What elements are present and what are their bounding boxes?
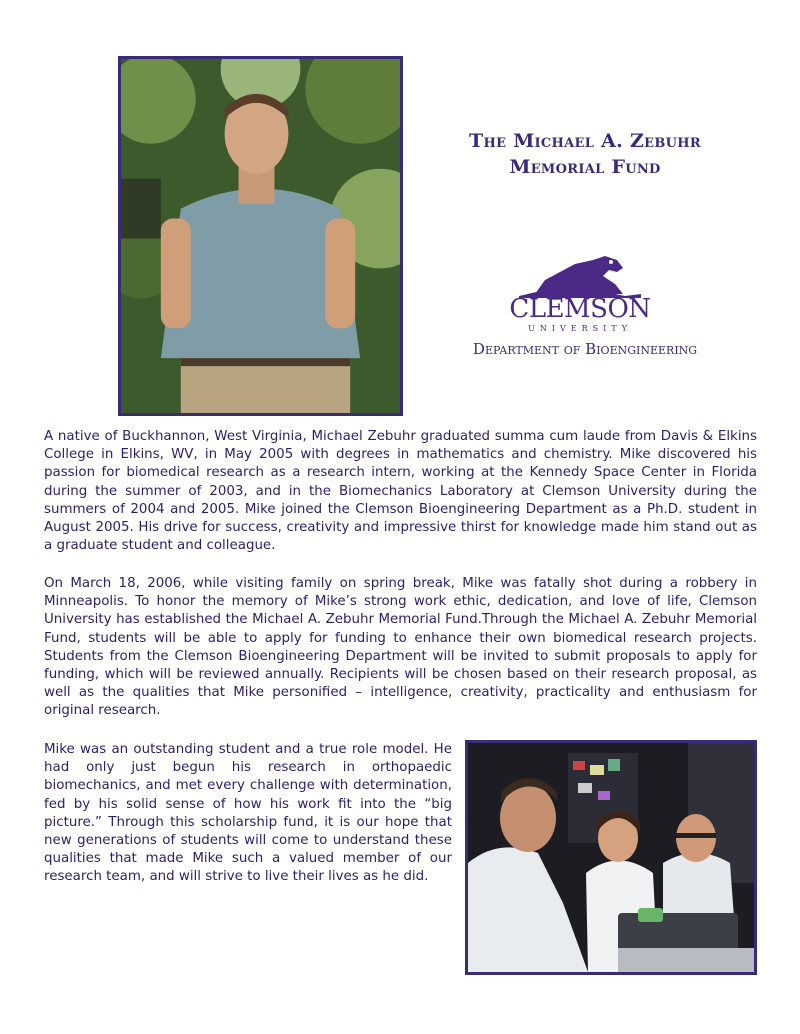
logo-subtitle: UNIVERSITY [528,324,632,333]
title-line-1: The Michael A. Zebuhr [469,130,701,152]
portrait-photo [118,56,403,416]
title-line-2: Memorial Fund [509,156,661,178]
page-title [420,128,750,180]
lab-photo [465,740,757,975]
clemson-logo [505,250,655,340]
portrait-illustration [121,59,400,413]
bio-paragraph-3: Mike was an outstanding student and a true role model. He had only just begun his research in orthopaedic biomechanics, and met every challenge with determination, fed by his solid sense of how his work fit into the “big picture.” Through this scholarship fund, it is our hope that new generations of students will come to understand these qualities that made Mike such a valued member of our research team, and will strive to live their lives as he did. [44,742,452,885]
bio-paragraph-2: On March 18, 2006, while visiting family on spring break, Mike was fatally shot during a robbery in Minneapolis. To honor the memory of Mike’s strong work ethic, dedication, and love of life, Clemson University has established the Michael A. Zebuhr Memorial Fund.Through the Michael A. Zebuhr Memorial Fund, students will be able to apply for funding to enhance their own biomedical research projects. Students from the Clemson Bioengineering Department will be invited to submit proposals to apply for funding, which will be reviewed annually. Recipients will be chosen based on their research proposal, as well as the qualities that Mike personified – intelligence, creativity, practicality and enthusiasm for original research. [44,576,757,719]
logo-wordmark: CLEMSON [509,294,651,324]
bio-paragraph-1: A native of Buckhannon, West Virginia, Michael Zebuhr graduated summa cum laude from Davis & Elkins College in Elkins, WV, in May 2005 with degrees in mathematics and chemistry. Mike discovered his passion for biomedical research as a research intern, working at the Kennedy Space Center in Florida during the summer of 2003, and in the Biomechanics Laboratory at Clemson University during the summers of 2004 and 2005. Mike joined the Clemson Bioengineering Department as a Ph.D. student in August 2005. His drive for success, creativity and impressive thirst for knowledge made him stand out as a graduate student and colleague. [44,429,757,554]
lab-illustration [468,743,754,972]
tiger-icon [505,250,655,298]
department-name: Department of Bioengineering [472,340,698,358]
